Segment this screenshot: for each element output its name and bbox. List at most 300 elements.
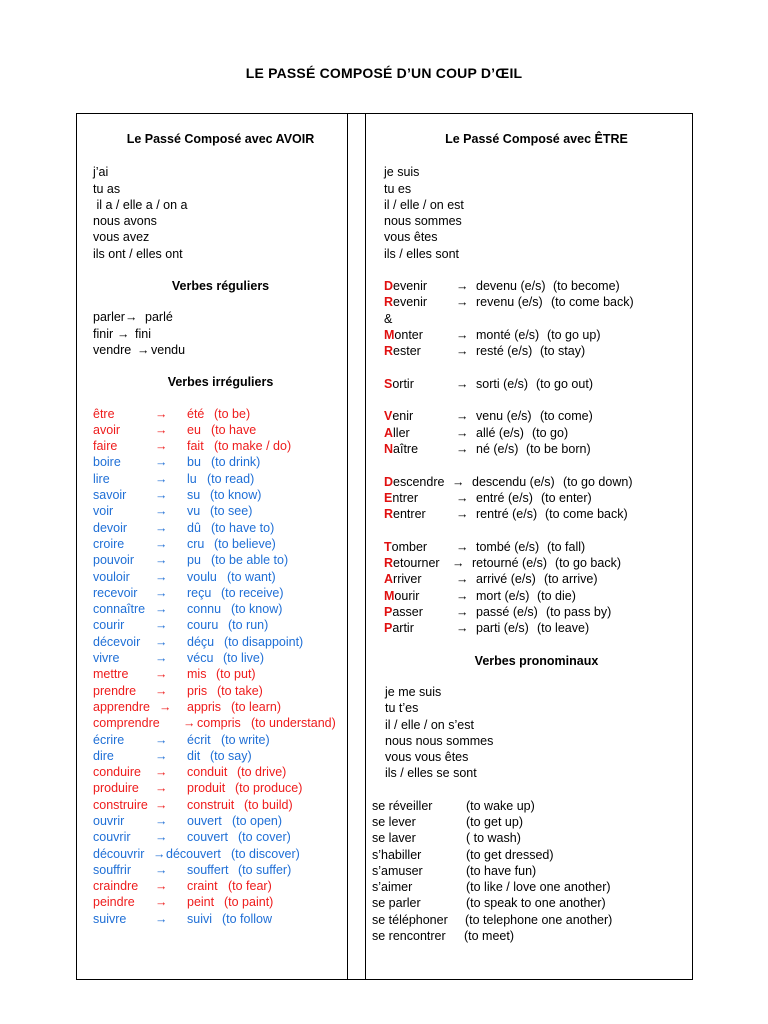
etre-verb-row — [384, 620, 689, 636]
arrow-icon: → — [155, 667, 168, 682]
english-translation: (to go up) — [547, 327, 601, 342]
english-translation: (to see) — [210, 504, 253, 519]
pronominal-verb-row — [372, 798, 689, 814]
infinitive: se téléphoner — [372, 912, 448, 927]
english-translation: (to receive) — [221, 585, 284, 600]
past-participle: retourné (e/s) — [472, 556, 548, 571]
english-translation: (to write) — [221, 732, 270, 747]
past-participle: entré (e/s) — [476, 490, 533, 505]
arrow-icon: → — [155, 797, 168, 812]
conjugation-line: je suis — [384, 165, 420, 180]
regular-verb-row — [93, 309, 348, 325]
english-translation: (to have to) — [211, 520, 275, 535]
arrow-icon: → — [456, 539, 469, 554]
pronominal-verbs-list — [372, 798, 689, 945]
english-translation: ( to wash) — [466, 831, 521, 846]
infinitive: voir — [93, 504, 114, 519]
conjugation-line: ils ont / elles ont — [93, 246, 183, 261]
irregular-verb-row — [93, 503, 348, 519]
english-translation: (to meet) — [464, 929, 515, 944]
infinitive: ouvrir — [93, 813, 125, 828]
arrow-icon: → — [155, 781, 168, 796]
etre-verb-row — [384, 408, 689, 424]
irregular-verb-row — [93, 878, 348, 894]
english-translation: (to speak to one another) — [466, 896, 606, 911]
irregular-verb-row — [93, 813, 348, 829]
arrow-icon: → — [155, 422, 168, 437]
mnemonic-letter: R — [384, 344, 394, 359]
english-translation: (to want) — [227, 569, 276, 584]
conjugation-line: tu es — [384, 181, 412, 196]
infinitive: apprendre — [93, 699, 150, 714]
infinitive: écrire — [93, 732, 125, 747]
infinitive: vendre — [93, 342, 132, 357]
etre-verb-row — [384, 425, 689, 441]
past-participle: fini — [135, 326, 151, 341]
past-participle: allé (e/s) — [476, 425, 524, 440]
infinitive: mettre — [93, 667, 129, 682]
past-participle: été — [187, 406, 205, 421]
infinitive: s’amuser — [372, 863, 423, 878]
past-participle: sorti (e/s) — [476, 376, 529, 391]
etre-verb-row — [384, 571, 689, 587]
etre-conjugation — [384, 164, 689, 262]
english-translation: (to say) — [210, 748, 252, 763]
arrow-icon: → — [125, 310, 138, 325]
arrow-icon: → — [137, 342, 150, 357]
mnemonic-letter: M — [384, 327, 395, 342]
irregular-verb-row — [93, 585, 348, 601]
infinitive: croire — [93, 536, 125, 551]
infinitive-rest: escendre — [393, 474, 445, 489]
infinitive-rest: omber — [391, 539, 428, 554]
pronominal-verbs-heading: Verbes pronominaux — [474, 653, 599, 668]
pronominal-verb-row — [372, 814, 689, 830]
conjugation-line: j’ai — [93, 165, 109, 180]
english-translation: (to have fun) — [466, 863, 537, 878]
arrow-icon: → — [155, 585, 168, 600]
irregular-verb-row — [93, 487, 348, 503]
irregular-verb-row — [93, 748, 348, 764]
arrow-icon: → — [155, 455, 168, 470]
past-participle: vécu — [187, 651, 214, 666]
etre-verb-row — [384, 294, 689, 310]
arrow-icon: → — [155, 602, 168, 617]
mnemonic-letter: M — [384, 588, 395, 603]
english-translation: (to disappoint) — [224, 634, 304, 649]
past-participle: bu — [187, 455, 201, 470]
conjugation-line: nous sommes — [384, 214, 462, 229]
irregular-verb-row — [93, 536, 348, 552]
etre-verb-row — [384, 343, 689, 359]
etre-verb-row — [384, 555, 689, 571]
infinitive: construire — [93, 797, 148, 812]
past-participle: venu (e/s) — [476, 409, 532, 424]
past-participle: rentré (e/s) — [476, 507, 538, 522]
infinitive: recevoir — [93, 585, 138, 600]
spacer — [384, 360, 689, 376]
english-translation: (to put) — [216, 667, 256, 682]
english-translation: (to drive) — [237, 765, 287, 780]
mnemonic-letter: R — [384, 295, 394, 310]
irregular-verb-row — [93, 634, 348, 650]
past-participle: fait — [187, 439, 204, 454]
past-participle: souffert — [187, 862, 229, 877]
english-translation: (to open) — [232, 813, 283, 828]
infinitive: craindre — [93, 879, 139, 894]
arrow-icon: → — [155, 813, 168, 828]
past-participle: dû — [187, 520, 201, 535]
past-participle: appris — [187, 699, 222, 714]
pronominal-verb-row — [372, 928, 689, 944]
irregular-verb-row — [93, 683, 348, 699]
past-participle: pu — [187, 553, 201, 568]
english-translation: (to know) — [210, 488, 262, 503]
english-translation: (to cover) — [238, 830, 291, 845]
infinitive — [384, 490, 418, 506]
infinitive — [384, 474, 444, 490]
conjugation-line: il a / elle a / on a — [93, 197, 188, 212]
infinitive-rest: enir — [392, 409, 414, 424]
regular-verb-row — [93, 342, 348, 358]
infinitive — [384, 506, 426, 522]
mnemonic-letter: V — [384, 409, 393, 424]
ampersand: & — [384, 311, 393, 326]
arrow-icon: → — [155, 683, 168, 698]
infinitive — [384, 343, 421, 359]
infinitive: découvrir — [93, 846, 145, 861]
past-participle: revenu (e/s) — [476, 295, 543, 310]
mnemonic-letter: A — [384, 572, 394, 587]
irregular-verb-row — [93, 454, 348, 470]
pronominal-verb-row — [372, 830, 689, 846]
conjugation-line: ils / elles sont — [384, 246, 460, 261]
etre-verb-row — [384, 506, 689, 522]
infinitive-rest: onter — [394, 327, 423, 342]
past-participle: conduit — [187, 765, 228, 780]
english-translation: (to get dressed) — [466, 847, 554, 862]
pronominal-verb-row — [372, 879, 689, 895]
arrow-icon: → — [155, 765, 168, 780]
infinitive — [384, 571, 422, 587]
infinitive: être — [93, 406, 115, 421]
english-translation: (to take) — [217, 683, 263, 698]
infinitive-rest: ortir — [392, 376, 414, 391]
infinitive: parler — [93, 310, 125, 325]
infinitive — [384, 376, 414, 392]
english-translation: (to follow — [222, 911, 273, 926]
english-translation: (to drink) — [211, 455, 261, 470]
irregular-verb-row — [93, 846, 348, 862]
english-translation: (to arrive) — [544, 572, 598, 587]
infinitive: s’habiller — [372, 847, 422, 862]
etre-verb-row — [384, 539, 689, 555]
mnemonic-letter: P — [384, 621, 393, 636]
irregular-verb-row — [93, 552, 348, 568]
english-translation: (to go out) — [536, 376, 593, 391]
past-participle: compris — [197, 716, 241, 731]
etre-verbs-list — [384, 278, 689, 637]
arrow-icon: → — [456, 572, 469, 587]
past-participle: passé (e/s) — [476, 605, 538, 620]
past-participle: parlé — [145, 310, 173, 325]
mnemonic-letter: E — [384, 490, 393, 505]
arrow-icon: → — [159, 699, 172, 714]
infinitive: vivre — [93, 651, 120, 666]
etre-verb-row — [384, 490, 689, 506]
infinitive: finir — [93, 326, 114, 341]
spacer — [384, 457, 689, 473]
arrow-icon: → — [456, 295, 469, 310]
irregular-verb-row — [93, 829, 348, 845]
infinitive — [384, 539, 427, 555]
irregular-verb-row — [93, 911, 348, 927]
infinitive: connaître — [93, 602, 146, 617]
irregular-verb-row — [93, 406, 348, 422]
english-translation: (to come back) — [551, 295, 634, 310]
arrow-icon: → — [456, 442, 469, 457]
infinitive: se parler — [372, 896, 421, 911]
infinitive-rest: ourir — [394, 588, 420, 603]
infinitive: s’aimer — [372, 880, 413, 895]
conjugation-line: il / elle / on s’est — [385, 717, 474, 732]
conjugation-line: tu as — [93, 181, 121, 196]
irregular-verbs-list — [93, 406, 348, 928]
infinitive: boire — [93, 455, 121, 470]
infinitive-rest: etourner — [393, 556, 440, 571]
etre-verb-row — [384, 441, 689, 457]
arrow-icon: → — [452, 556, 465, 571]
past-participle: resté (e/s) — [476, 344, 533, 359]
irregular-verb-row — [93, 438, 348, 454]
english-translation: (to enter) — [541, 490, 592, 505]
conjugation-line: vous êtes — [384, 230, 438, 245]
past-participle: craint — [187, 879, 218, 894]
infinitive-rest: asser — [392, 605, 423, 620]
english-translation: (to produce) — [235, 781, 303, 796]
english-translation: (to run) — [228, 618, 269, 633]
english-translation: (to be born) — [526, 442, 591, 457]
pronominal-verb-row — [372, 847, 689, 863]
infinitive — [384, 441, 418, 457]
past-participle: pris — [187, 683, 208, 698]
infinitive — [384, 294, 427, 310]
pronominal-verb-row — [372, 863, 689, 879]
spacer — [384, 392, 689, 408]
past-participle: vendu — [151, 342, 186, 357]
conjugation-line: nous nous sommes — [385, 733, 494, 748]
arrow-icon: → — [155, 488, 168, 503]
arrow-icon: → — [155, 406, 168, 421]
etre-verb-row — [384, 604, 689, 620]
conjugation-line: vous avez — [93, 230, 150, 245]
mnemonic-letter: A — [384, 425, 394, 440]
english-translation: (to leave) — [537, 621, 590, 636]
irregular-verbs-heading: Verbes irréguliers — [167, 375, 274, 390]
past-participle: monté (e/s) — [476, 327, 540, 342]
past-participle: peint — [187, 895, 215, 910]
past-participle: devenu (e/s) — [476, 279, 546, 294]
infinitive: suivre — [93, 911, 127, 926]
arrow-icon: → — [456, 490, 469, 505]
avoir-heading: Le Passé Composé avec AVOIR — [126, 132, 315, 146]
past-participle: couvert — [187, 830, 228, 845]
etre-heading: Le Passé Composé avec ÊTRE — [445, 132, 628, 146]
arrow-icon: → — [183, 716, 196, 731]
infinitive: devoir — [93, 520, 128, 535]
conjugation-line: je me suis — [385, 684, 442, 699]
infinitive-rest: artir — [392, 621, 414, 636]
arrow-icon: → — [155, 634, 168, 649]
english-translation: (to fall) — [547, 539, 586, 554]
mnemonic-letter: D — [384, 474, 394, 489]
infinitive-rest: entrer — [393, 507, 426, 522]
infinitive: se réveiller — [372, 798, 433, 813]
arrow-icon: → — [155, 911, 168, 926]
irregular-verb-row — [93, 862, 348, 878]
english-translation: (to telephone one another) — [465, 912, 613, 927]
infinitive: vouloir — [93, 569, 130, 584]
arrow-icon: → — [456, 507, 469, 522]
infinitive — [384, 278, 427, 294]
irregular-verb-row — [93, 715, 348, 731]
conjugation-line: il / elle / on est — [384, 197, 464, 212]
past-participle: déçu — [187, 634, 215, 649]
english-translation: (to paint) — [224, 895, 274, 910]
arrow-icon: → — [117, 326, 130, 341]
past-participle: ouvert — [187, 813, 222, 828]
english-translation: (to become) — [553, 279, 620, 294]
infinitive: décevoir — [93, 634, 141, 649]
etre-verb-row — [384, 327, 689, 343]
past-participle: descendu (e/s) — [472, 474, 555, 489]
irregular-verb-row — [93, 780, 348, 796]
mnemonic-letter: R — [384, 556, 394, 571]
infinitive — [384, 588, 419, 604]
irregular-verb-row — [93, 471, 348, 487]
english-translation: (to understand) — [251, 716, 336, 731]
arrow-icon: → — [155, 879, 168, 894]
english-translation: (to come back) — [545, 507, 628, 522]
english-translation: (to like / love one another) — [466, 880, 611, 895]
infinitive-rest: evenir — [393, 279, 428, 294]
english-translation: (to wake up) — [466, 798, 535, 813]
infinitive: pouvoir — [93, 553, 134, 568]
past-participle: produit — [187, 781, 226, 796]
past-participle: mis — [187, 667, 207, 682]
mnemonic-letter: R — [384, 507, 394, 522]
past-participle: reçu — [187, 585, 212, 600]
pronominal-conjugation — [384, 684, 689, 782]
arrow-icon: → — [456, 588, 469, 603]
arrow-icon: → — [456, 376, 469, 391]
arrow-icon: → — [155, 895, 168, 910]
irregular-verb-row — [93, 699, 348, 715]
infinitive-rest: ntrer — [392, 490, 419, 505]
mnemonic-letter: T — [384, 539, 392, 554]
arrow-icon: → — [155, 553, 168, 568]
irregular-verb-row — [93, 422, 348, 438]
past-participle: suivi — [187, 911, 213, 926]
infinitive-rest: aître — [393, 442, 419, 457]
arrow-icon: → — [155, 504, 168, 519]
regular-verbs-list — [93, 309, 348, 358]
english-translation: (to learn) — [231, 699, 282, 714]
past-participle: dit — [187, 748, 201, 763]
infinitive-rest: evenir — [393, 295, 428, 310]
arrow-icon: → — [456, 279, 469, 294]
arrow-icon: → — [155, 569, 168, 584]
past-participle: lu — [187, 471, 197, 486]
arrow-icon: → — [155, 439, 168, 454]
english-translation: (to go) — [532, 425, 569, 440]
avoir-column — [93, 113, 348, 927]
past-participle: connu — [187, 602, 222, 617]
regular-verb-row — [93, 326, 348, 342]
arrow-icon: → — [155, 536, 168, 551]
etre-verb-row — [384, 588, 689, 604]
infinitive: prendre — [93, 683, 137, 698]
pronominal-verb-row — [372, 895, 689, 911]
infinitive: avoir — [93, 422, 121, 437]
mnemonic-letter: D — [384, 279, 394, 294]
past-participle: né (e/s) — [476, 442, 519, 457]
infinitive-rest: rriver — [393, 572, 422, 587]
infinitive — [384, 425, 410, 441]
english-translation: (to know) — [231, 602, 283, 617]
arrow-icon: → — [155, 520, 168, 535]
infinitive: comprendre — [93, 716, 160, 731]
arrow-icon: → — [456, 327, 469, 342]
irregular-verb-row — [93, 601, 348, 617]
infinitive: se rencontrer — [372, 929, 446, 944]
english-translation: (to stay) — [540, 344, 586, 359]
past-participle: vu — [187, 504, 201, 519]
past-participle: tombé (e/s) — [476, 539, 540, 554]
past-participle: couru — [187, 618, 219, 633]
infinitive: couvrir — [93, 830, 131, 845]
english-translation: (to go down) — [563, 474, 633, 489]
arrow-icon: → — [155, 830, 168, 845]
column-divider — [365, 113, 366, 980]
infinitive — [384, 620, 414, 636]
past-participle: découvert — [166, 846, 221, 861]
arrow-icon: → — [155, 732, 168, 747]
infinitive — [384, 327, 423, 343]
past-participle: cru — [187, 536, 205, 551]
infinitive — [384, 555, 440, 571]
mnemonic-letter: P — [384, 605, 393, 620]
arrow-icon: → — [155, 748, 168, 763]
etre-verb-row — [384, 474, 689, 490]
arrow-icon: → — [456, 425, 469, 440]
mnemonic-letter: S — [384, 376, 393, 391]
english-translation: (to discover) — [231, 846, 300, 861]
infinitive: lire — [93, 471, 110, 486]
english-translation: (to get up) — [466, 814, 523, 829]
mnemonic-letter: N — [384, 442, 394, 457]
regular-verbs-heading: Verbes réguliers — [171, 279, 270, 294]
past-participle: eu — [187, 422, 201, 437]
irregular-verb-row — [93, 764, 348, 780]
infinitive: dire — [93, 748, 114, 763]
irregular-verb-row — [93, 569, 348, 585]
infinitive: produire — [93, 781, 139, 796]
irregular-verb-row — [93, 732, 348, 748]
past-participle: voulu — [187, 569, 217, 584]
pronominal-verb-row — [372, 912, 689, 928]
infinitive-rest: ester — [393, 344, 421, 359]
